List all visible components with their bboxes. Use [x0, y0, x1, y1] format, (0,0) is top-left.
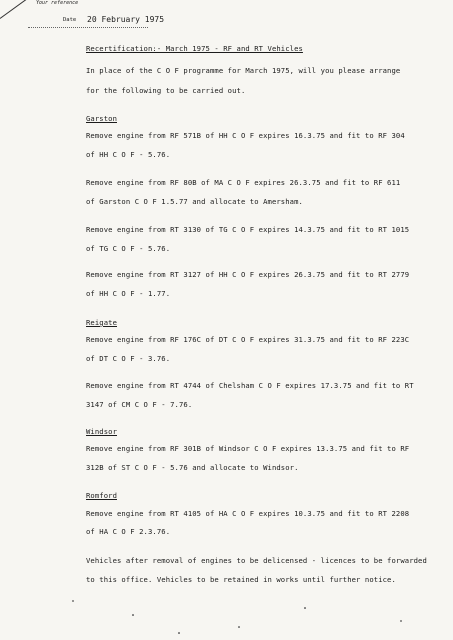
instruction-line: Remove engine from RT 4744 of Chelsham C O F expires 17.3.75 and fit to RT	[86, 381, 414, 390]
scan-speck	[132, 614, 134, 616]
closing-line: Vehicles after removal of engines to be delicensed - licences to be forwarded	[86, 556, 427, 565]
instruction-line: 3147 of CM C O F - 7.76.	[86, 400, 193, 409]
instruction-line: Remove engine from RF 571B of HH C O F expires 16.3.75 and fit to RF 304	[86, 131, 405, 140]
instruction-line: 312B of ST C O F - 5.76 and allocate to Windsor.	[86, 463, 299, 472]
scan-speck	[72, 600, 74, 602]
instruction-line: of HH C O F - 1.77.	[86, 289, 171, 298]
instruction-line: Remove engine from RT 3130 of TG C O F expires 14.3.75 and fit to RT 1015	[86, 225, 410, 234]
instruction-line: of TG C O F - 5.76.	[86, 244, 171, 253]
instruction-line: Remove engine from RF 80B of MA C O F expires 26.3.75 and fit to RF 611	[86, 178, 401, 187]
closing-line: to this office. Vehicles to be retained in works until further notice.	[86, 575, 396, 584]
intro-line: In place of the C O F programme for March 1975, will you please arrange	[86, 66, 401, 75]
section-heading-romford: Romford	[86, 491, 117, 500]
instruction-line: of DT C O F - 3.76.	[86, 354, 171, 363]
header-rule	[28, 27, 148, 28]
section-heading-reigate: Reigate	[86, 318, 117, 327]
instruction-line: Remove engine from RT 4105 of HA C O F expires 10.3.75 and fit to RT 2208	[86, 509, 410, 518]
instruction-line: Remove engine from RF 176C of DT C O F expires 31.3.75 and fit to RF 223C	[86, 335, 410, 344]
instruction-line: of HA C O F 2.3.76.	[86, 527, 171, 536]
section-heading-garston: Garston	[86, 114, 117, 123]
scan-speck	[304, 607, 306, 609]
reference-label: Your reference	[36, 0, 79, 6]
pen-mark	[0, 0, 28, 19]
document-title: Recertification:- March 1975 - RF and RT Vehicles	[86, 44, 303, 53]
date-label: Date	[63, 17, 77, 23]
instruction-line: Remove engine from RT 3127 of HH C O F expires 26.3.75 and fit to RT 2779	[86, 270, 410, 279]
instruction-line: of HH C O F - 5.76.	[86, 150, 171, 159]
intro-line: for the following to be carried out.	[86, 86, 246, 95]
instruction-line: Remove engine from RF 301B of Windsor C O F expires 13.3.75 and fit to RF	[86, 444, 410, 453]
scan-speck	[238, 626, 240, 628]
section-heading-windsor: Windsor	[86, 427, 117, 436]
scan-speck	[400, 620, 402, 622]
scan-speck	[178, 632, 180, 634]
letter-date: 20 February 1975	[87, 15, 165, 24]
instruction-line: of Garston C O F 1.5.77 and allocate to Amersham.	[86, 197, 303, 206]
